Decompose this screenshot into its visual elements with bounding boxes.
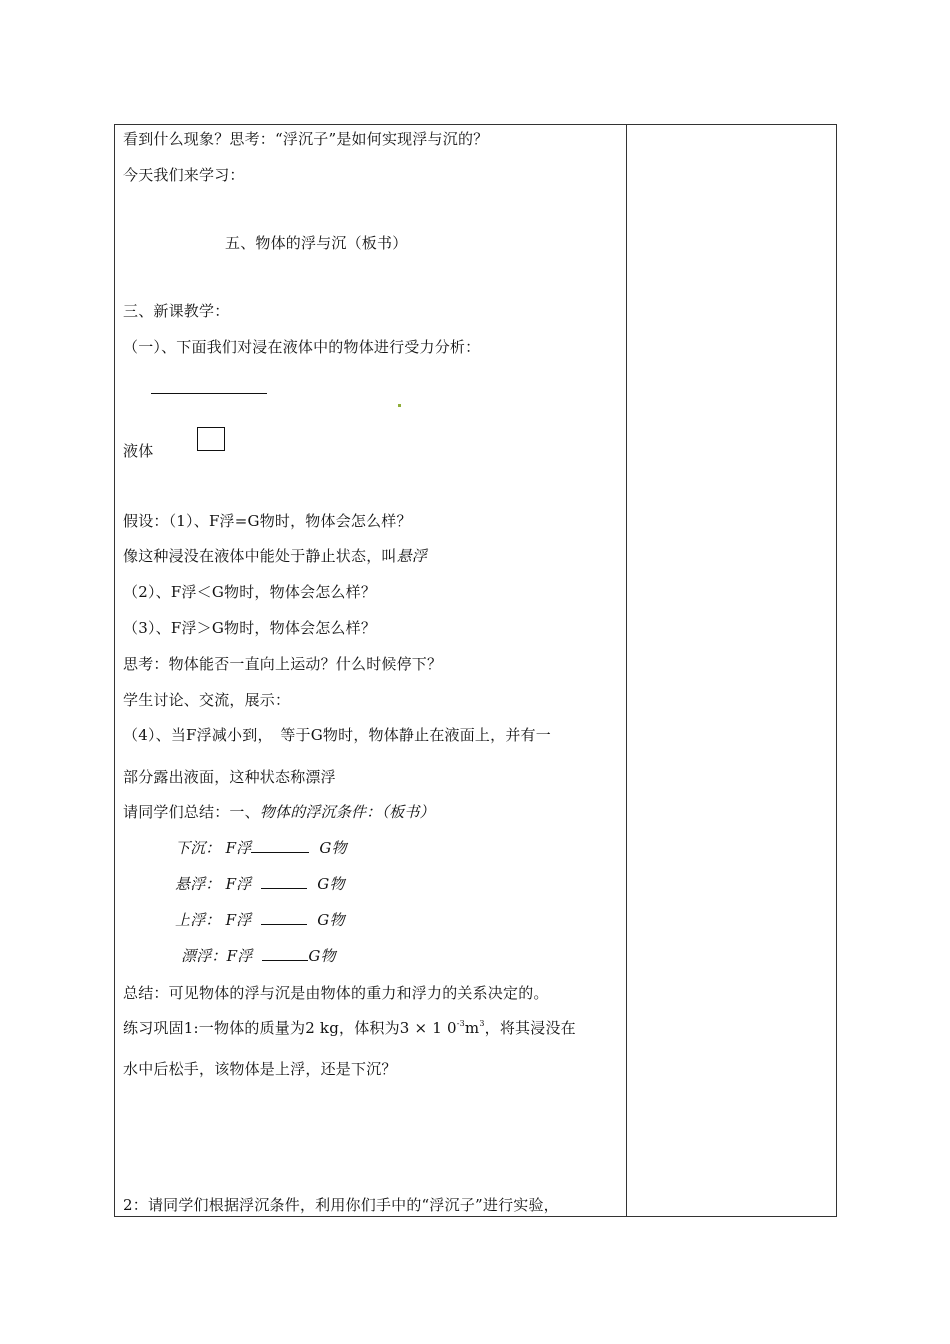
notes-cell (627, 125, 836, 1216)
condition-suspend (175, 874, 345, 894)
condition-label: 漂浮： (181, 947, 227, 965)
text-line: 看到什么现象？思考：“浮沉子”是如何实现浮与沉的？ (123, 130, 489, 148)
text-line (123, 546, 427, 566)
text-span: 练习巩固1:一物体的质量为2 kg，体积为3 × 1 0 (123, 1019, 457, 1037)
condition-label: 悬浮： (175, 875, 221, 893)
text-line: （3）、F浮＞G物时，物体会怎么样？ (123, 619, 377, 637)
teaching-content-cell (115, 125, 626, 1216)
term-suspend: 悬浮 (396, 547, 428, 565)
conditions-heading: 物体的浮沉条件：（板书） (259, 803, 435, 821)
f-buoyancy: F浮 (225, 875, 252, 893)
text-line: 部分露出液面，这种状态称漂浮 (123, 768, 336, 786)
condition-sink (175, 838, 347, 858)
condition-label: 上浮： (175, 911, 221, 929)
g-weight: G物 (308, 947, 336, 965)
superscript: -3 (456, 1019, 465, 1028)
text-line: 水中后松手，该物体是上浮，还是下沉？ (123, 1060, 397, 1078)
text-line: （4）、当F浮减小到， 等于G物时，物体静止在液面上，并有一 (123, 726, 551, 744)
text-span: m (464, 1019, 480, 1037)
f-buoyancy: F浮 (225, 911, 252, 929)
condition-rise (175, 910, 345, 930)
text-line: 总结：可见物体的浮与沉是由物体的重力和浮力的关系决定的。 (123, 984, 549, 1002)
text-span: 请同学们总结：一、 (123, 803, 260, 821)
text-line: 今天我们来学习： (123, 166, 245, 184)
exercise-line (123, 1018, 576, 1041)
text-line: （2）、F浮＜G物时，物体会怎么样？ (123, 583, 377, 601)
section-title: 五、物体的浮与沉（板书） (225, 234, 408, 252)
text-line: 2：请同学们根据浮沉条件，利用你们手中的“浮沉子”进行实验， (123, 1196, 559, 1214)
blank-line (261, 874, 307, 889)
f-buoyancy: F浮 (225, 839, 252, 857)
text-line: 学生讨论、交流，展示： (123, 691, 291, 709)
g-weight: G物 (317, 911, 345, 929)
blank-line (262, 946, 308, 961)
object-box (197, 427, 225, 451)
text-line: 假设：（1）、F浮=G物时，物体会怎么样？ (123, 512, 412, 530)
condition-float (181, 946, 336, 966)
condition-label: 下沉： (175, 839, 221, 857)
blank-line (251, 838, 309, 853)
section-heading: 三、新课教学： (123, 302, 230, 320)
blank-line (261, 910, 307, 925)
superscript: 3 (479, 1019, 485, 1028)
dot-mark (398, 404, 401, 407)
text-span: ，将其浸没在 (484, 1019, 576, 1037)
text-span: 像这种浸没在液体中能处于静止状态，叫 (123, 547, 397, 565)
g-weight: G物 (317, 875, 345, 893)
liquid-label: 液体 (123, 442, 154, 460)
text-line: （一）、下面我们对浸在液体中的物体进行受力分析： (123, 338, 481, 356)
text-line: 思考：物体能否一直向上运动？什么时候停下？ (123, 655, 443, 673)
text-line (123, 802, 435, 822)
liquid-surface-line (151, 393, 267, 394)
g-weight: G物 (319, 839, 347, 857)
f-buoyancy: F浮 (226, 947, 253, 965)
lesson-table (114, 124, 837, 1217)
